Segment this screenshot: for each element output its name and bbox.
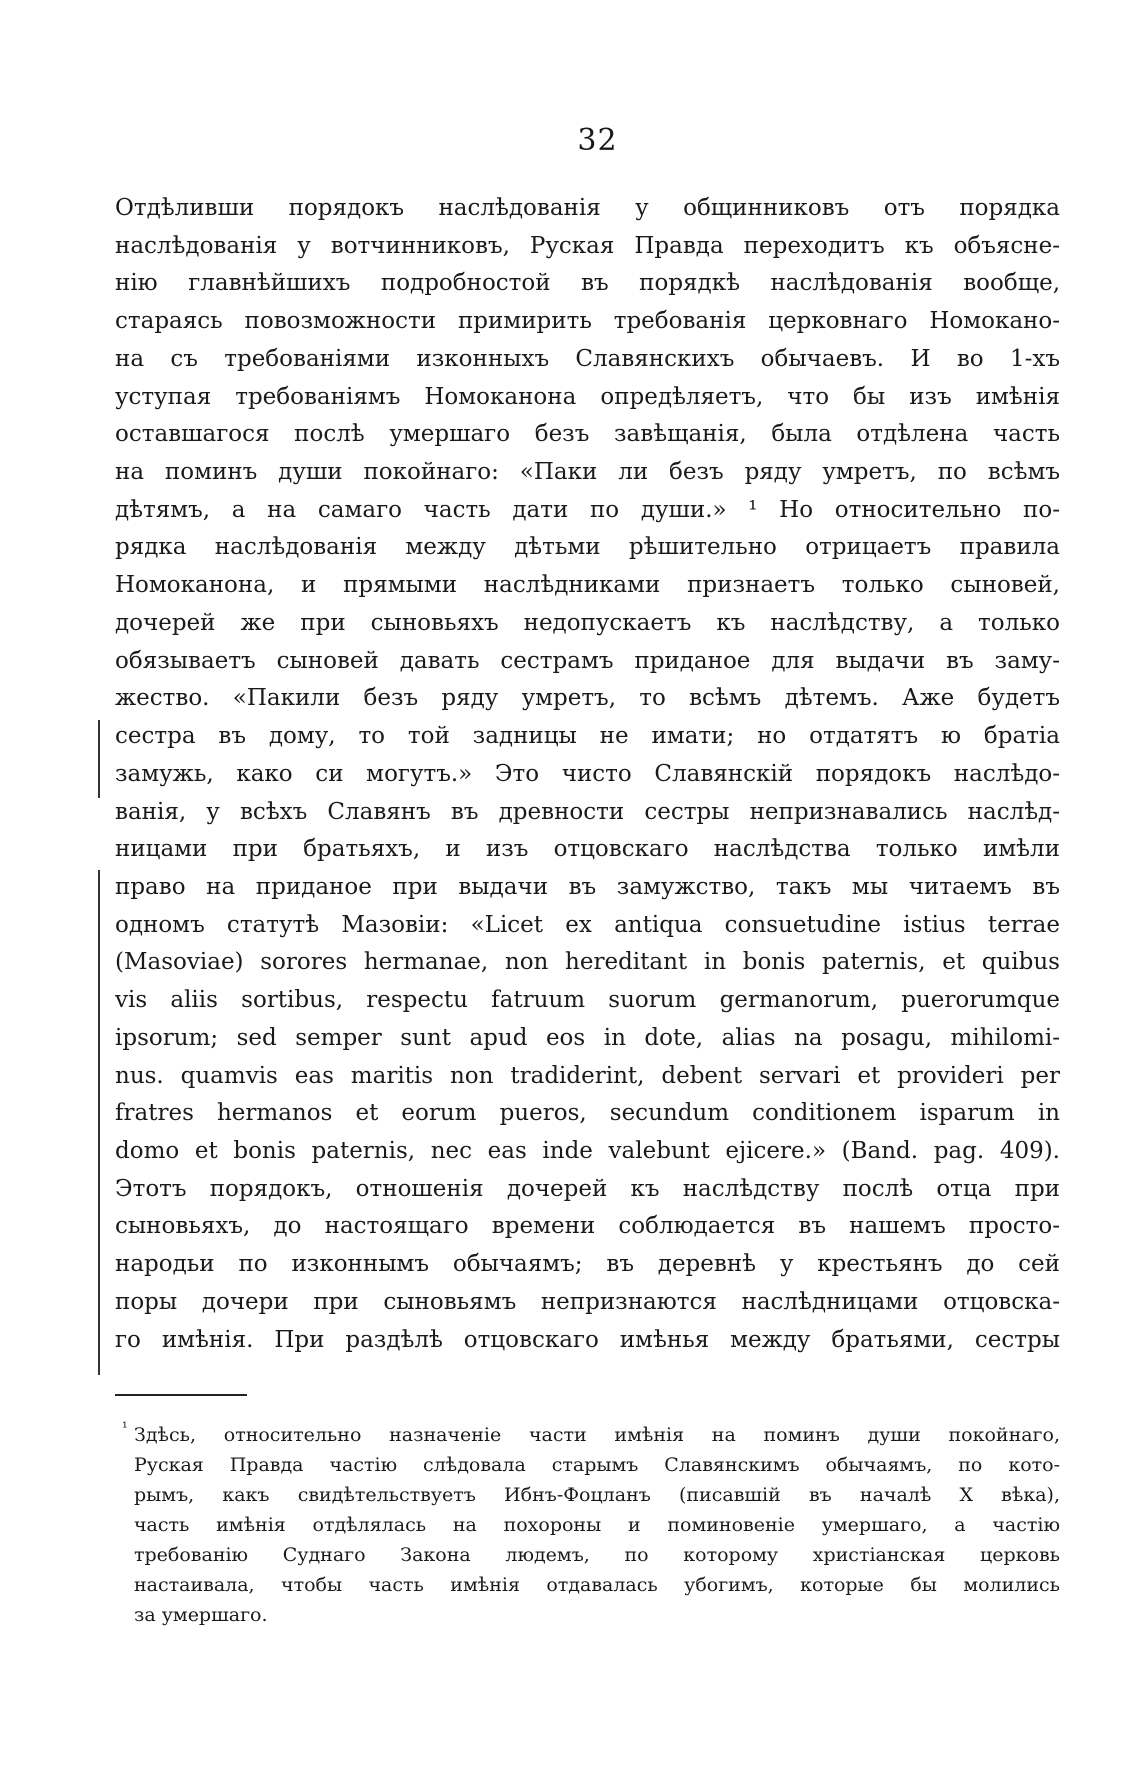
text-line: наслѣдованія у вотчинниковъ, Руская Правда переходитъ къ объясне- [115,232,1060,259]
text-line: уступая требованіямъ Номоканона опредѣляетъ, что бы изъ имѣнія [115,383,1060,410]
text-line: ницами при братьяхъ, и изъ отцовскаго наслѣдства только имѣли [115,836,1060,863]
text-line: сыновьяхъ, до настоящаго времени соблюдается въ нашемъ просто- [115,1213,1060,1240]
text-line: замужь, како си могутъ.» Это чисто Славянскій порядокъ наслѣдо- [115,760,1060,787]
footnote-line: настаивала, чтобы часть имѣнія отдавалась убогимъ, которые бы молились [134,1574,1060,1596]
footnote-line: за умершаго. [134,1604,268,1626]
text-line: жество. «Пакили безъ ряду умретъ, то всѣмъ дѣтемъ. Аже будетъ [115,685,1060,712]
text-line: domo et bonis paternis, nec eas inde valebunt ejicere.» (Band. pag. 409). [115,1137,1060,1164]
text-line: Номоканона, и прямыми наслѣдниками признаетъ только сыновей, [115,572,1060,599]
footnote-line: Здѣсь, относительно назначеніе части имѣнія на поминъ души покойнаго, [134,1424,1060,1446]
margin-mark [98,720,100,798]
text-line: нію главнѣйшихъ подробностой въ порядкѣ наслѣдованія вообще, [115,270,1060,297]
footnote-line: рымъ, какъ свидѣтельствуетъ Ибнъ-Фоцланъ (писавшій въ началѣ X вѣка), [134,1484,1060,1506]
page-number: 32 [577,123,618,158]
text-line: (Masoviae) sorores hermanae, non hereditant in bonis paternis, et quibus [115,949,1060,976]
footnote-divider [115,1394,247,1396]
text-line: nus. quamvis eas maritis non tradiderint, debent servari et provideri per [115,1062,1060,1089]
text-line: ipsorum; sed semper sunt apud eos in dote, alias na posagu, mihilomi- [115,1024,1060,1051]
text-line: одномъ статутѣ Мазовіи: «Licet ex antiqua consuetudine istius terrae [115,911,1060,938]
text-line: дѣтямъ, а на самаго часть дати по души.» ¹ Но относительно по- [115,496,1060,523]
margin-mark [98,870,100,1375]
text-line: fratres hermanos et eorum pueros, secundum conditionem isparum in [115,1100,1060,1127]
text-line: оставшагося послѣ умершаго безъ завѣщанія, была отдѣлена часть [115,421,1060,448]
text-line: на съ требованіями изконныхъ Славянскихъ обычаевъ. И во 1-хъ [115,345,1060,372]
text-line: Отдѣливши порядокъ наслѣдованія у общинниковъ отъ порядка [115,195,1060,221]
text-line: стараясь повозможности примирить требованія церковнаго Номокано- [115,308,1060,335]
text-line: ванія, у всѣхъ Славянъ въ древности сестры непризнавались наслѣд- [115,798,1060,825]
footnote-line: часть имѣнія отдѣлялась на похороны и поминовеніе умершаго, а частію [134,1514,1060,1536]
text-line: народьи по изконнымъ обычаямъ; въ деревнѣ у крестьянъ до сей [115,1251,1060,1278]
text-line: Этотъ порядокъ, отношенія дочерей къ наслѣдству послѣ отца при [115,1175,1060,1202]
footnote-line: требованію Суднаго Закона людемъ, по которому христіанская церковь [134,1544,1060,1566]
text-line: сестра въ дому, то той задницы не имати; но отдатятъ ю братіа [115,723,1060,750]
text-line: дочерей же при сыновьяхъ недопускаетъ къ наслѣдству, а только [115,609,1060,636]
text-line: vis aliis sortibus, respectu fatruum suorum germanorum, puerorumque [115,987,1060,1014]
footnote-line: Руская Правда частію слѣдовала старымъ Славянскимъ обычаямъ, по кото- [134,1454,1060,1476]
text-line: поры дочери при сыновьямъ непризнаются наслѣдницами отцовска- [115,1288,1060,1315]
text-line: рядка наслѣдованія между дѣтьми рѣшительно отрицаетъ правила [115,534,1060,561]
text-line: право на приданое при выдачи въ замужство, такъ мы читаемъ въ [115,873,1060,900]
text-line: обязываетъ сыновей давать сестрамъ приданое для выдачи въ заму- [115,647,1060,674]
text-line: го имѣнія. При раздѣлѣ отцовскаго имѣнья между братьями, сестры [115,1326,1060,1353]
text-line: на поминъ души покойнаго: «Паки ли безъ ряду умретъ, по всѣмъ [115,459,1060,486]
footnote [134,1420,1060,1630]
main-text [115,190,1060,1359]
footnote-marker: ¹ [122,1420,128,1436]
